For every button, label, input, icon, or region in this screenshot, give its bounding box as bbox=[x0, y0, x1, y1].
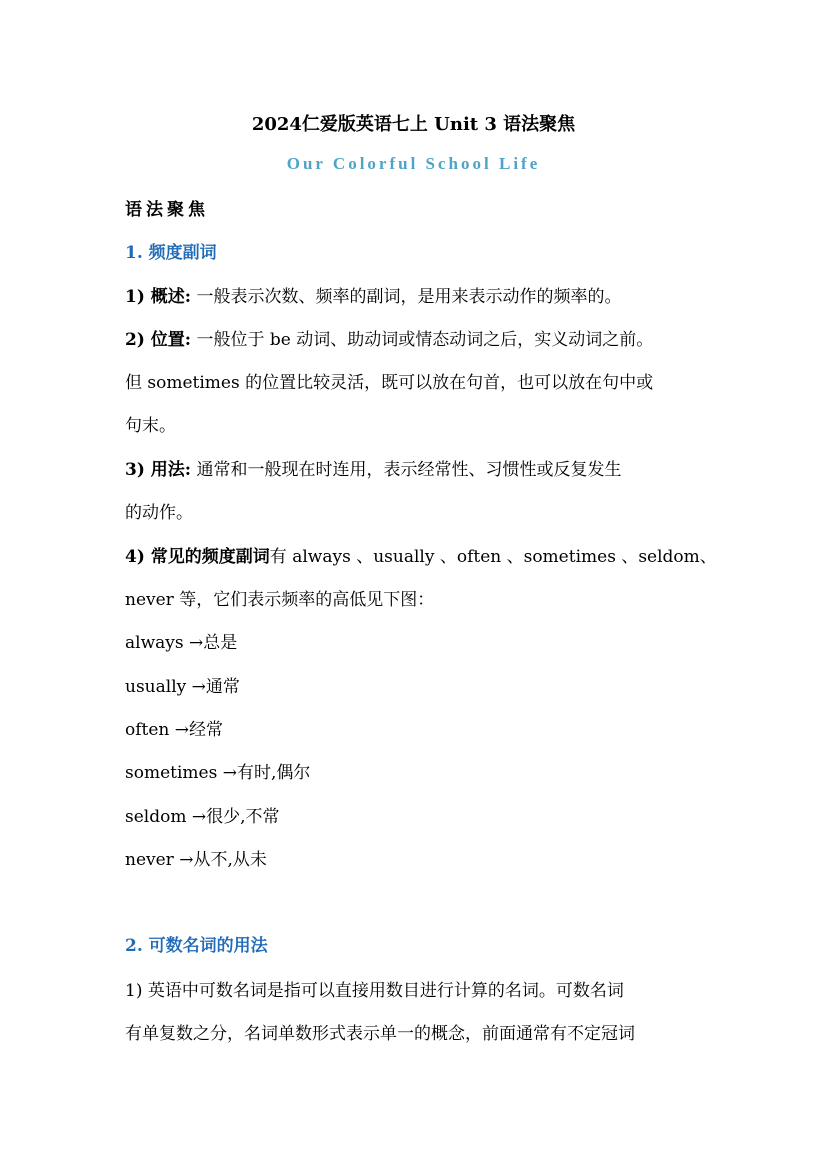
paragraph-position bbox=[125, 328, 653, 352]
overview-text: 一般表示次数、频率的副词，是用来表示动作的频率的。 bbox=[191, 287, 622, 307]
paragraph-common-adverbs bbox=[125, 545, 717, 569]
position-label: 2) 位置: bbox=[125, 330, 192, 350]
freq-item-always: always →总是 bbox=[125, 633, 238, 653]
freq-item-often: often →经常 bbox=[125, 720, 224, 740]
freq-item-sometimes: sometimes →有时,偶尔 bbox=[125, 763, 311, 783]
countable-nouns-line2: 有单复数之分，名词单数形式表示单一的概念，前面通常有不定冠词 bbox=[125, 1024, 635, 1044]
unit-subtitle: Our Colorful School Life bbox=[286, 154, 541, 173]
usage-label: 3) 用法: bbox=[125, 460, 192, 480]
countable-nouns-heading: 2. 可数名词的用法 bbox=[125, 936, 268, 956]
countable-nouns-line1: 1) 英语中可数名词是指可以直接用数目进行计算的名词。可数名词 bbox=[125, 981, 624, 1001]
position-text-line2: 但 sometimes 的位置比较灵活，既可以放在句首，也可以放在句中或 bbox=[125, 373, 654, 393]
common-adverbs-label: 4) 常见的频度副词 bbox=[125, 547, 270, 567]
common-adverbs-line2: never 等，它们表示频率的高低见下图： bbox=[125, 590, 435, 610]
position-text-line3: 句末。 bbox=[125, 416, 176, 436]
freq-item-never: never →从不,从未 bbox=[125, 850, 267, 870]
section-heading: 语法聚焦 bbox=[125, 200, 209, 220]
freq-item-usually: usually →通常 bbox=[125, 677, 240, 697]
overview-label: 1) 概述: bbox=[125, 287, 192, 307]
document-title: 2024仁爱版英语七上 Unit 3 语法聚焦 bbox=[251, 114, 576, 135]
frequency-adverbs-heading: 1. 频度副词 bbox=[125, 243, 217, 263]
paragraph-usage bbox=[125, 458, 621, 482]
usage-text: 通常和一般现在时连用，表示经常性、习惯性或反复发生 bbox=[191, 460, 622, 480]
freq-item-seldom: seldom →很少,不常 bbox=[125, 807, 280, 827]
paragraph-overview bbox=[125, 285, 621, 309]
position-text: 一般位于 be 动词、助动词或情态动词之后，实义动词之前。 bbox=[191, 330, 654, 350]
usage-text-line2: 的动作。 bbox=[125, 503, 193, 523]
common-adverbs-text: 有 always 、usually 、often 、sometimes 、seldom、 bbox=[269, 547, 717, 567]
